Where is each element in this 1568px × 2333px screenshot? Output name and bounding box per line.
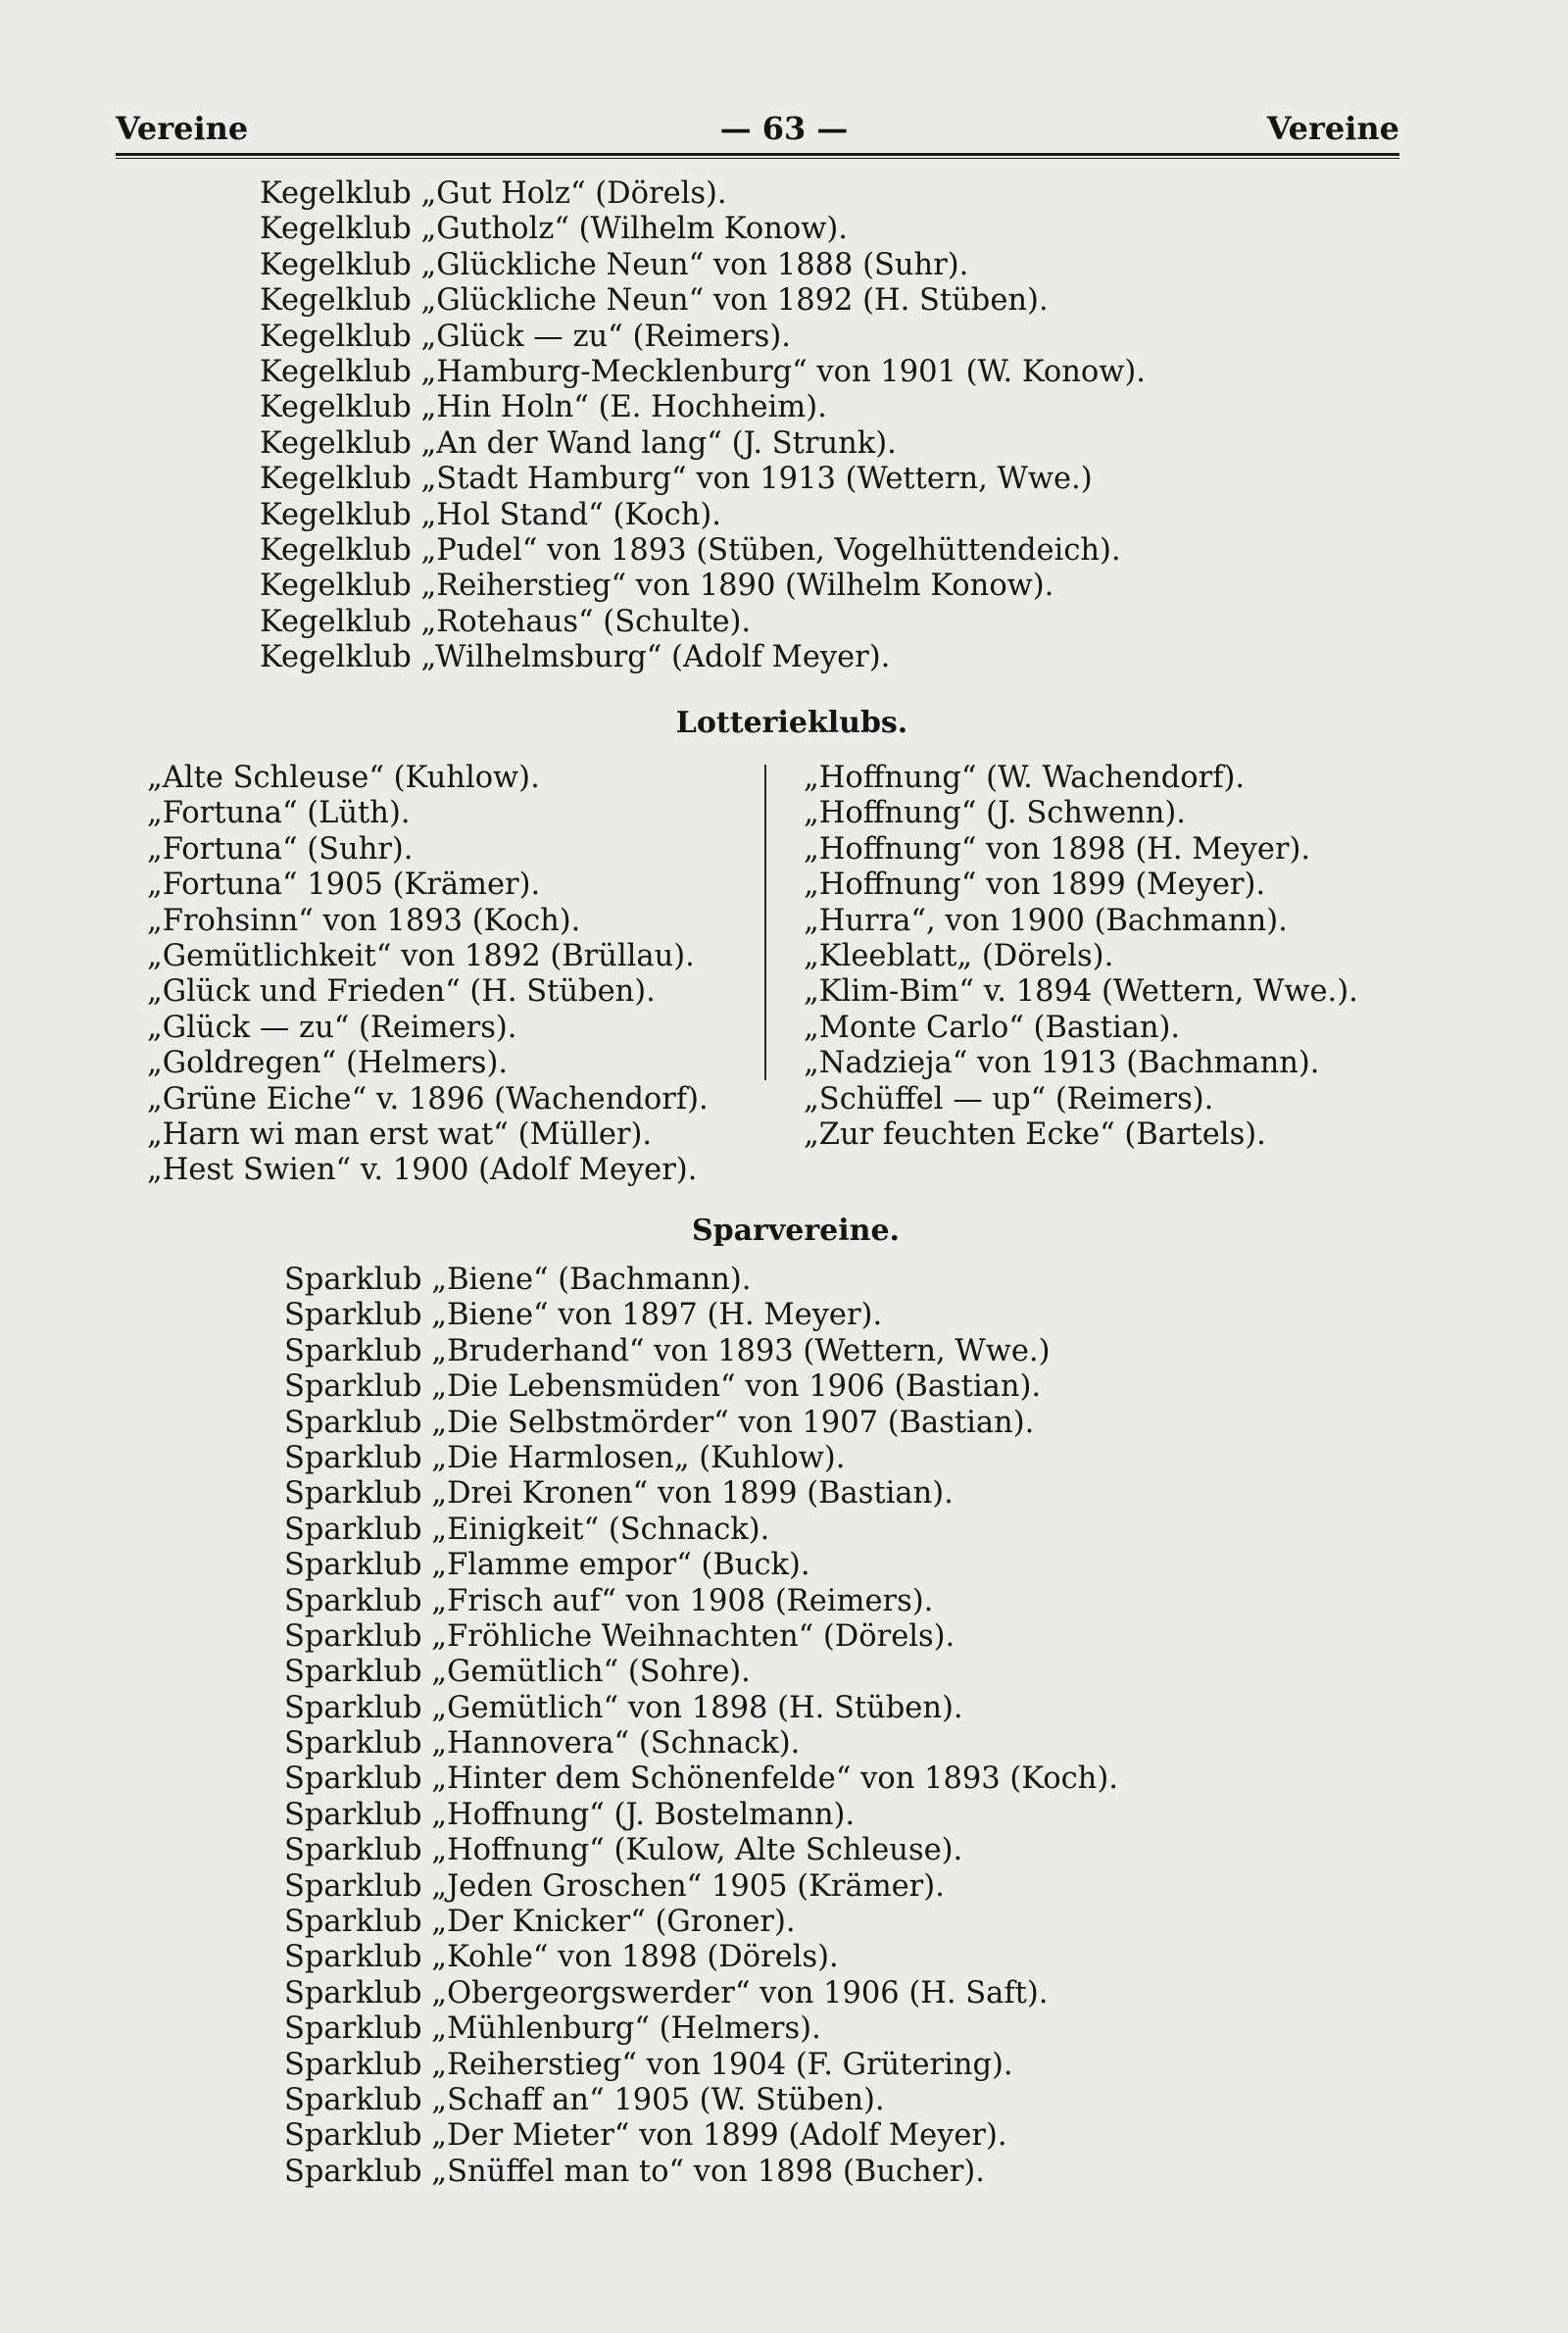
sparklub-entry: Sparklub „Mühlenburg“ (Helmers). [284,2011,821,2047]
running-head-right: Vereine [1266,110,1399,147]
sparklub-entry: Sparklub „Der Mieter“ von 1899 (Adolf Meyer). [284,2118,1007,2154]
sparklub-entry: Sparklub „Jeden Groschen“ 1905 (Krämer). [284,1868,945,1904]
sparklub-entry: Sparklub „Der Knicker“ (Groner). [284,1905,796,1940]
lotterieklub-entry: „Fortuna“ (Suhr). [147,831,414,867]
lotterieklub-entry: „Alte Schleuse“ (Kuhlow). [147,761,540,795]
kegelklub-entry: Kegelklub „Glück — zu“ (Reimers). [260,319,791,354]
sparklub-entry: Sparklub „Drei Kronen“ von 1899 (Bastian). [284,1476,954,1512]
kegelklub-entry: Kegelklub „Reiherstieg“ von 1890 (Wilhelm Konow). [260,569,1054,604]
lotterieklub-entry: „Hoffnung“ von 1899 (Meyer). [804,868,1266,903]
lotterieklub-entry: „Hoffnung“ (J. Schwenn). [804,796,1186,831]
lotterieklub-entry: „Frohsinn“ von 1893 (Koch). [147,903,581,938]
lotterieklub-entry: „Fortuna“ 1905 (Krämer). [147,868,541,903]
lotterieklub-entry: „Hoffnung“ von 1898 (H. Meyer). [804,831,1311,867]
kegelklub-entry: Kegelklub „Rotehaus“ (Schulte). [260,604,752,639]
sparklub-entry: Sparklub „Flamme empor“ (Buck). [284,1548,810,1583]
sparklub-entry: Sparklub „Hoffnung“ (J. Bostelmann). [284,1797,856,1832]
lotterieklub-entry: „Hest Swien“ v. 1900 (Adolf Meyer). [147,1153,698,1188]
lotterieklub-entry: „Hurra“, von 1900 (Bachmann). [804,903,1288,938]
lotterieklubs-right-column [804,761,1358,1153]
kegelklub-entry: Kegelklub „Glückliche Neun“ von 1888 (Suhr). [260,247,969,282]
sparklub-list [284,1263,1118,2190]
lotterieklubs-heading: Lotterieklubs. [675,706,908,740]
lotterieklub-entry: „Glück und Frieden“ (H. Stüben). [147,974,656,1010]
lotterieklub-entry: „Kleeblatt„ (Dörels). [804,938,1114,973]
sparklub-entry: Sparklub „Obergeorgswerder“ von 1906 (H. Saft). [284,1975,1049,2010]
sparklub-entry: Sparklub „Biene“ (Bachmann). [284,1263,752,1297]
sparklub-entry: Sparklub „Hannovera“ (Schnack). [284,1726,801,1762]
kegelklub-entry: Kegelklub „Stadt Hamburg“ von 1913 (Wettern, Wwe.) [260,462,1093,497]
lotterieklub-entry: „Glück — zu“ (Reimers). [147,1010,517,1045]
lotterieklub-entry: „Schüffel — up“ (Reimers). [804,1081,1214,1117]
sparklub-entry: Sparklub „Gemütlich“ von 1898 (H. Stüben). [284,1690,963,1725]
sparklub-entry: Sparklub „Snüffel man to“ von 1898 (Bucher). [284,2154,985,2189]
kegelklub-entry: Kegelklub „Hol Stand“ (Koch). [260,497,721,532]
sparvereine-heading: Sparvereine. [691,1214,901,1248]
sparklub-entry: Sparklub „Die Harmlosen„ (Kuhlow). [284,1440,846,1475]
kegelklub-entry: Kegelklub „Wilhelmsburg“ (Adolf Meyer). [260,640,891,675]
sparklub-entry: Sparklub „Einigkeit“ (Schnack). [284,1512,770,1547]
column-divider [764,765,766,1080]
lotterieklub-entry: „Fortuna“ (Lüth). [147,796,411,831]
kegelklub-entry: Kegelklub „Hamburg-Mecklenburg“ von 1901 (W. Konow). [260,354,1146,389]
kegelklub-entry: Kegelklub „An der Wand lang“ (J. Strunk). [260,425,897,461]
lotterieklub-entry: „Klim-Bim“ v. 1894 (Wettern, Wwe.). [804,974,1358,1010]
page-number: — 63 — [719,110,849,147]
sparklub-entry: Sparklub „Die Lebensmüden“ von 1906 (Bastian). [284,1369,1042,1405]
sparklub-entry: Sparklub „Die Selbstmörder“ von 1907 (Bastian). [284,1405,1035,1440]
kegelklub-list [260,176,1146,675]
header-rule [116,153,1399,156]
kegelklub-entry: Kegelklub „Gutholz“ (Wilhelm Konow). [260,212,848,247]
kegelklub-entry: Kegelklub „Hin Holn“ (E. Hochheim). [260,390,827,425]
sparklub-entry: Sparklub „Schaff an“ 1905 (W. Stüben). [284,2082,885,2117]
sparklub-entry: Sparklub „Hinter dem Schönenfelde“ von 1893 (Koch). [284,1762,1118,1797]
lotterieklub-entry: „Hoffnung“ (W. Wachendorf). [804,761,1246,795]
sparklub-entry: Sparklub „Kohle“ von 1898 (Dörels). [284,1940,839,1975]
kegelklub-entry: Kegelklub „Pudel“ von 1893 (Stüben, Vogelhüttendeich). [260,532,1121,568]
sparklub-entry: Sparklub „Biene“ von 1897 (H. Meyer). [284,1298,883,1333]
sparklub-entry: Sparklub „Bruderhand“ von 1893 (Wettern, Wwe.) [284,1333,1051,1368]
sparklub-entry: Sparklub „Hoffnung“ (Kulow, Alte Schleuse). [284,1833,963,1868]
sparklub-entry: Sparklub „Gemütlich“ (Sohre). [284,1655,751,1690]
lotterieklub-entry: „Harn wi man erst wat“ (Müller). [147,1117,653,1152]
lotterieklub-entry: „Goldregen“ (Helmers). [147,1046,509,1081]
sparklub-entry: Sparklub „Reiherstieg“ von 1904 (F. Grütering). [284,2047,1013,2082]
lotterieklub-entry: „Gemütlichkeit“ von 1892 (Brüllau). [147,938,695,973]
sparklub-entry: Sparklub „Frisch auf“ von 1908 (Reimers). [284,1583,934,1618]
running-head-left: Vereine [116,110,249,147]
kegelklub-entry: Kegelklub „Gut Holz“ (Dörels). [260,176,727,211]
lotterieklub-entry: „Monte Carlo“ (Bastian). [804,1010,1181,1045]
lotterieklub-entry: „Grüne Eiche“ v. 1896 (Wachendorf). [147,1081,709,1117]
lotterieklub-entry: „Nadzieja“ von 1913 (Bachmann). [804,1046,1320,1081]
lotterieklub-entry: „Zur feuchten Ecke“ (Bartels). [804,1117,1266,1152]
kegelklub-entry: Kegelklub „Glückliche Neun“ von 1892 (H. Stüben). [260,283,1049,319]
lotterieklubs-left-column [147,761,709,1189]
header-rule-thin [116,158,1399,159]
sparklub-entry: Sparklub „Fröhliche Weihnachten“ (Dörels). [284,1618,956,1654]
